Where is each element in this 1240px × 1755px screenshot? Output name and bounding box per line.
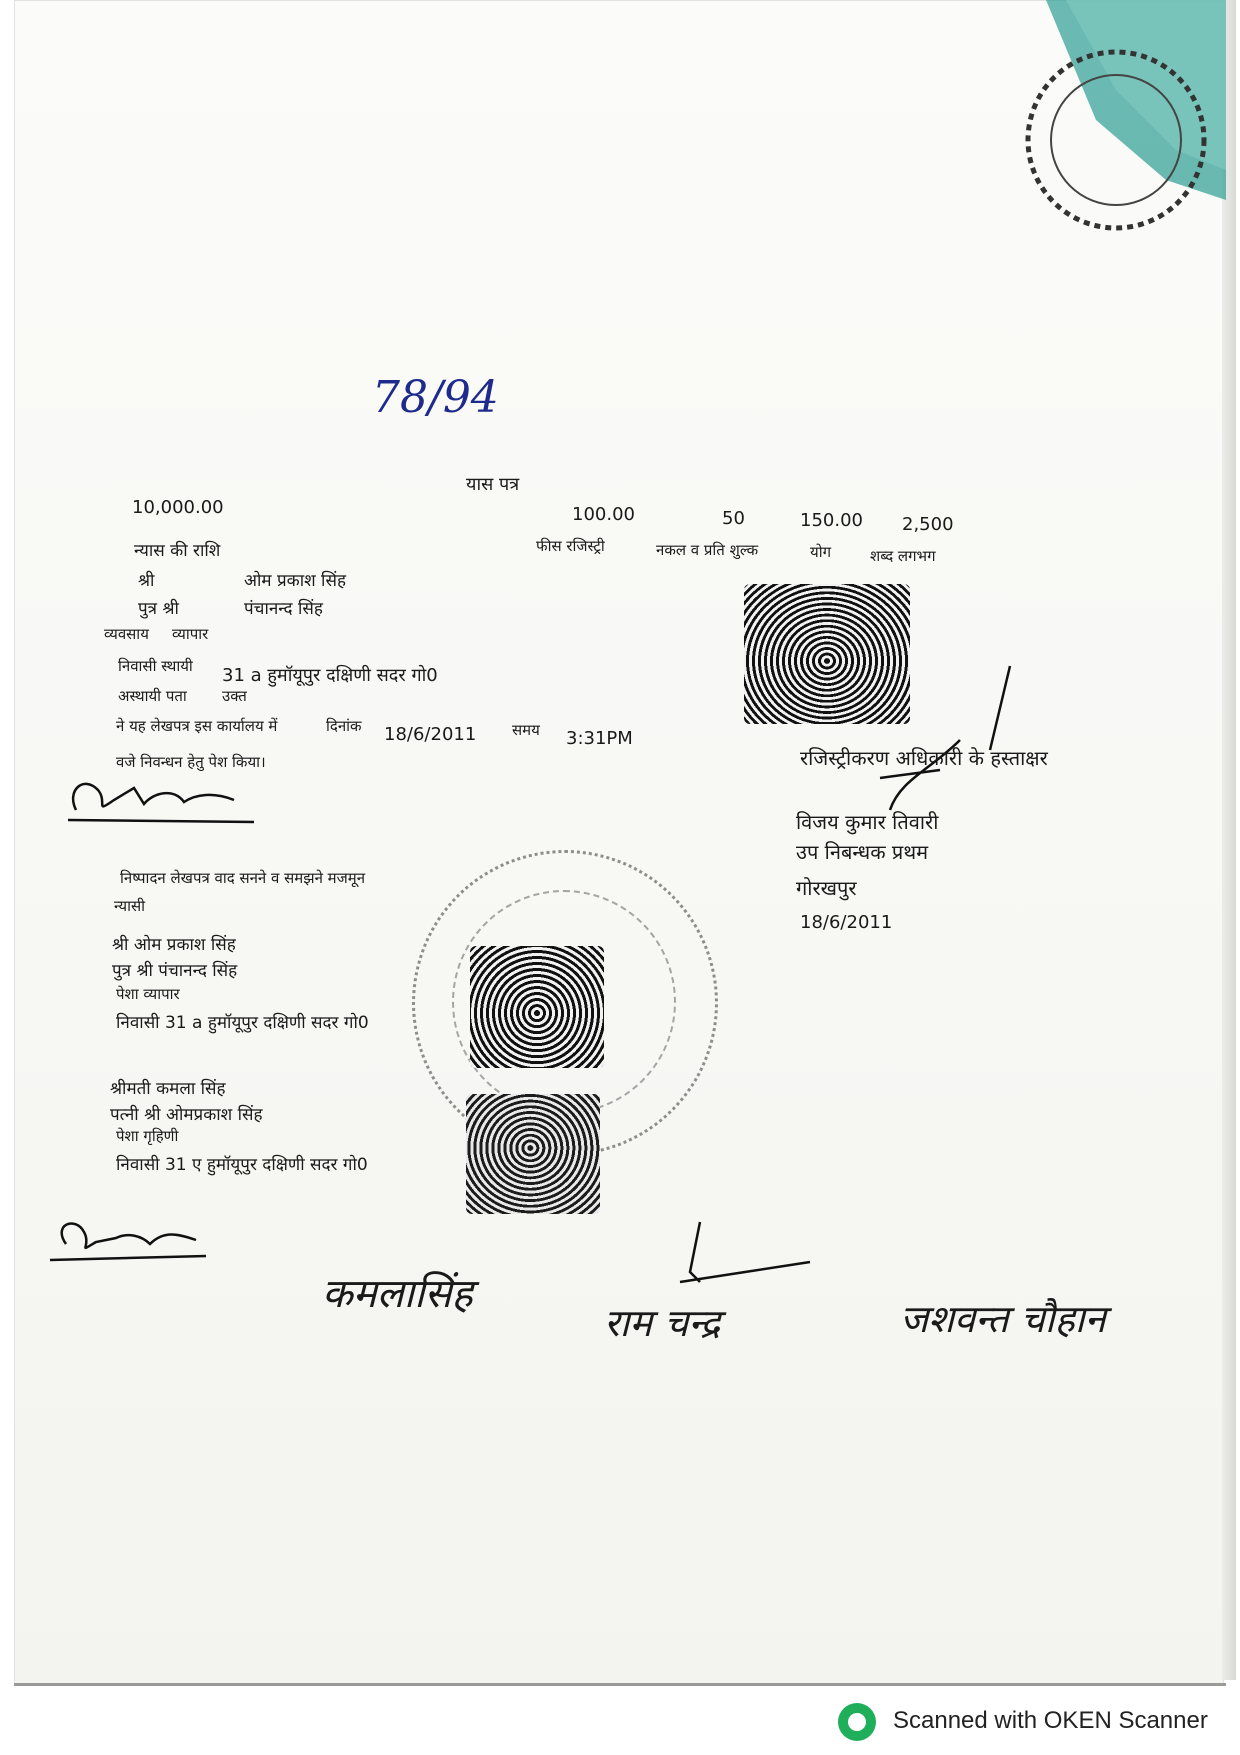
trust-amount: 10,000.00 <box>132 497 224 518</box>
oken-logo-icon <box>838 1703 876 1741</box>
trustee-1-signature <box>46 1214 216 1274</box>
signature-kamla: कमलासिंह <box>322 1271 473 1317</box>
signature-mark <box>660 1212 830 1292</box>
trustee-2-name: श्रीमती कमला सिंह <box>110 1079 226 1099</box>
registrar-place: गोरखपुर <box>796 876 857 900</box>
trustee-2-address: निवासी 31 ए हुमॉयूपुर दक्षिणी सदर गो0 <box>116 1155 368 1175</box>
trustee-1-father: पुत्र श्री पंचानन्द सिंह <box>112 961 238 981</box>
page-edge <box>1222 0 1236 1680</box>
temporary-address: उक्त <box>222 687 247 705</box>
trustee-1-name: श्री ओम प्रकाश सिंह <box>112 935 236 955</box>
trustee-1-address: निवासी 31 a हुमॉयूपुर दक्षिणी सदर गो0 <box>116 1013 369 1033</box>
presented-date: 18/6/2011 <box>384 724 477 745</box>
document-title: यास पत्र <box>466 474 520 495</box>
presenter-father: पंचानन्द सिंह <box>244 599 323 619</box>
copy-fee-label: नकल व प्रति शुल्क <box>656 541 759 559</box>
scanner-watermark-text: Scanned with OKEN Scanner <box>893 1707 1208 1734</box>
trustee-2-occupation: पेशा गृहिणी <box>116 1127 179 1145</box>
signature-jaswant: जशवन्त चौहान <box>900 1297 1106 1341</box>
son-of-label: पुत्र श्री <box>138 599 179 619</box>
presented-text-2: वजे निवन्धन हेतु पेश किया। <box>116 753 266 771</box>
permanent-address-label: निवासी स्थायी <box>118 657 193 675</box>
registry-fee-label: फीस रजिस्ट्री <box>536 537 605 555</box>
copy-fee: 50 <box>722 508 745 529</box>
shri-label: श्री <box>138 571 155 591</box>
document-page <box>14 0 1224 1685</box>
registrar-date: 18/6/2011 <box>800 912 893 933</box>
occupation-label: व्यवसाय <box>104 625 149 643</box>
registrar-name: विजय कुमार तिवारी <box>796 810 939 834</box>
registrar-designation: उप निबन्धक प्रथम <box>796 840 929 864</box>
time-label: समय <box>512 721 540 739</box>
signature-ram: राम चन्द्र <box>604 1301 721 1345</box>
presenter-signature <box>64 770 264 830</box>
word-count-label: शब्द लगभग <box>870 547 936 565</box>
fingerprint-trustee-2 <box>466 1094 600 1214</box>
trustee-1-occupation: पेशा व्यापार <box>116 985 180 1003</box>
fingerprint-trustee-1 <box>470 946 604 1068</box>
temporary-address-label: अस्थायी पता <box>118 687 187 705</box>
file-number-handwritten: 78/94 <box>372 372 499 423</box>
trust-amount-label: न्यास की राशि <box>134 541 221 561</box>
total-fee: 150.00 <box>800 510 863 531</box>
execution-role: न्यासी <box>114 897 146 915</box>
registrar-signature-label: रजिस्ट्रीकरण अधिकारी के हस्ताक्षर <box>800 746 1048 770</box>
registry-fee: 100.00 <box>572 504 635 525</box>
presented-time: 3:31PM <box>566 728 633 749</box>
word-count: 2,500 <box>902 514 954 535</box>
trustee-2-husband: पत्नी श्री ओमप्रकाश सिंह <box>110 1105 263 1125</box>
execution-statement: निष्पादन लेखपत्र वाद सनने व समझने मजमून <box>120 869 366 887</box>
total-fee-label: योग <box>810 543 832 561</box>
permanent-address: 31 a हुमॉयूपुर दक्षिणी सदर गो0 <box>222 665 438 686</box>
presented-text: ने यह लेखपत्र इस कार्यालय में <box>116 717 278 735</box>
presenter-name: ओम प्रकाश सिंह <box>244 571 346 591</box>
stamp-paper-corner <box>1006 0 1226 250</box>
presenter-occupation: व्यापार <box>172 625 209 643</box>
registrar-signature <box>860 660 1050 820</box>
date-label: दिनांक <box>326 717 362 735</box>
